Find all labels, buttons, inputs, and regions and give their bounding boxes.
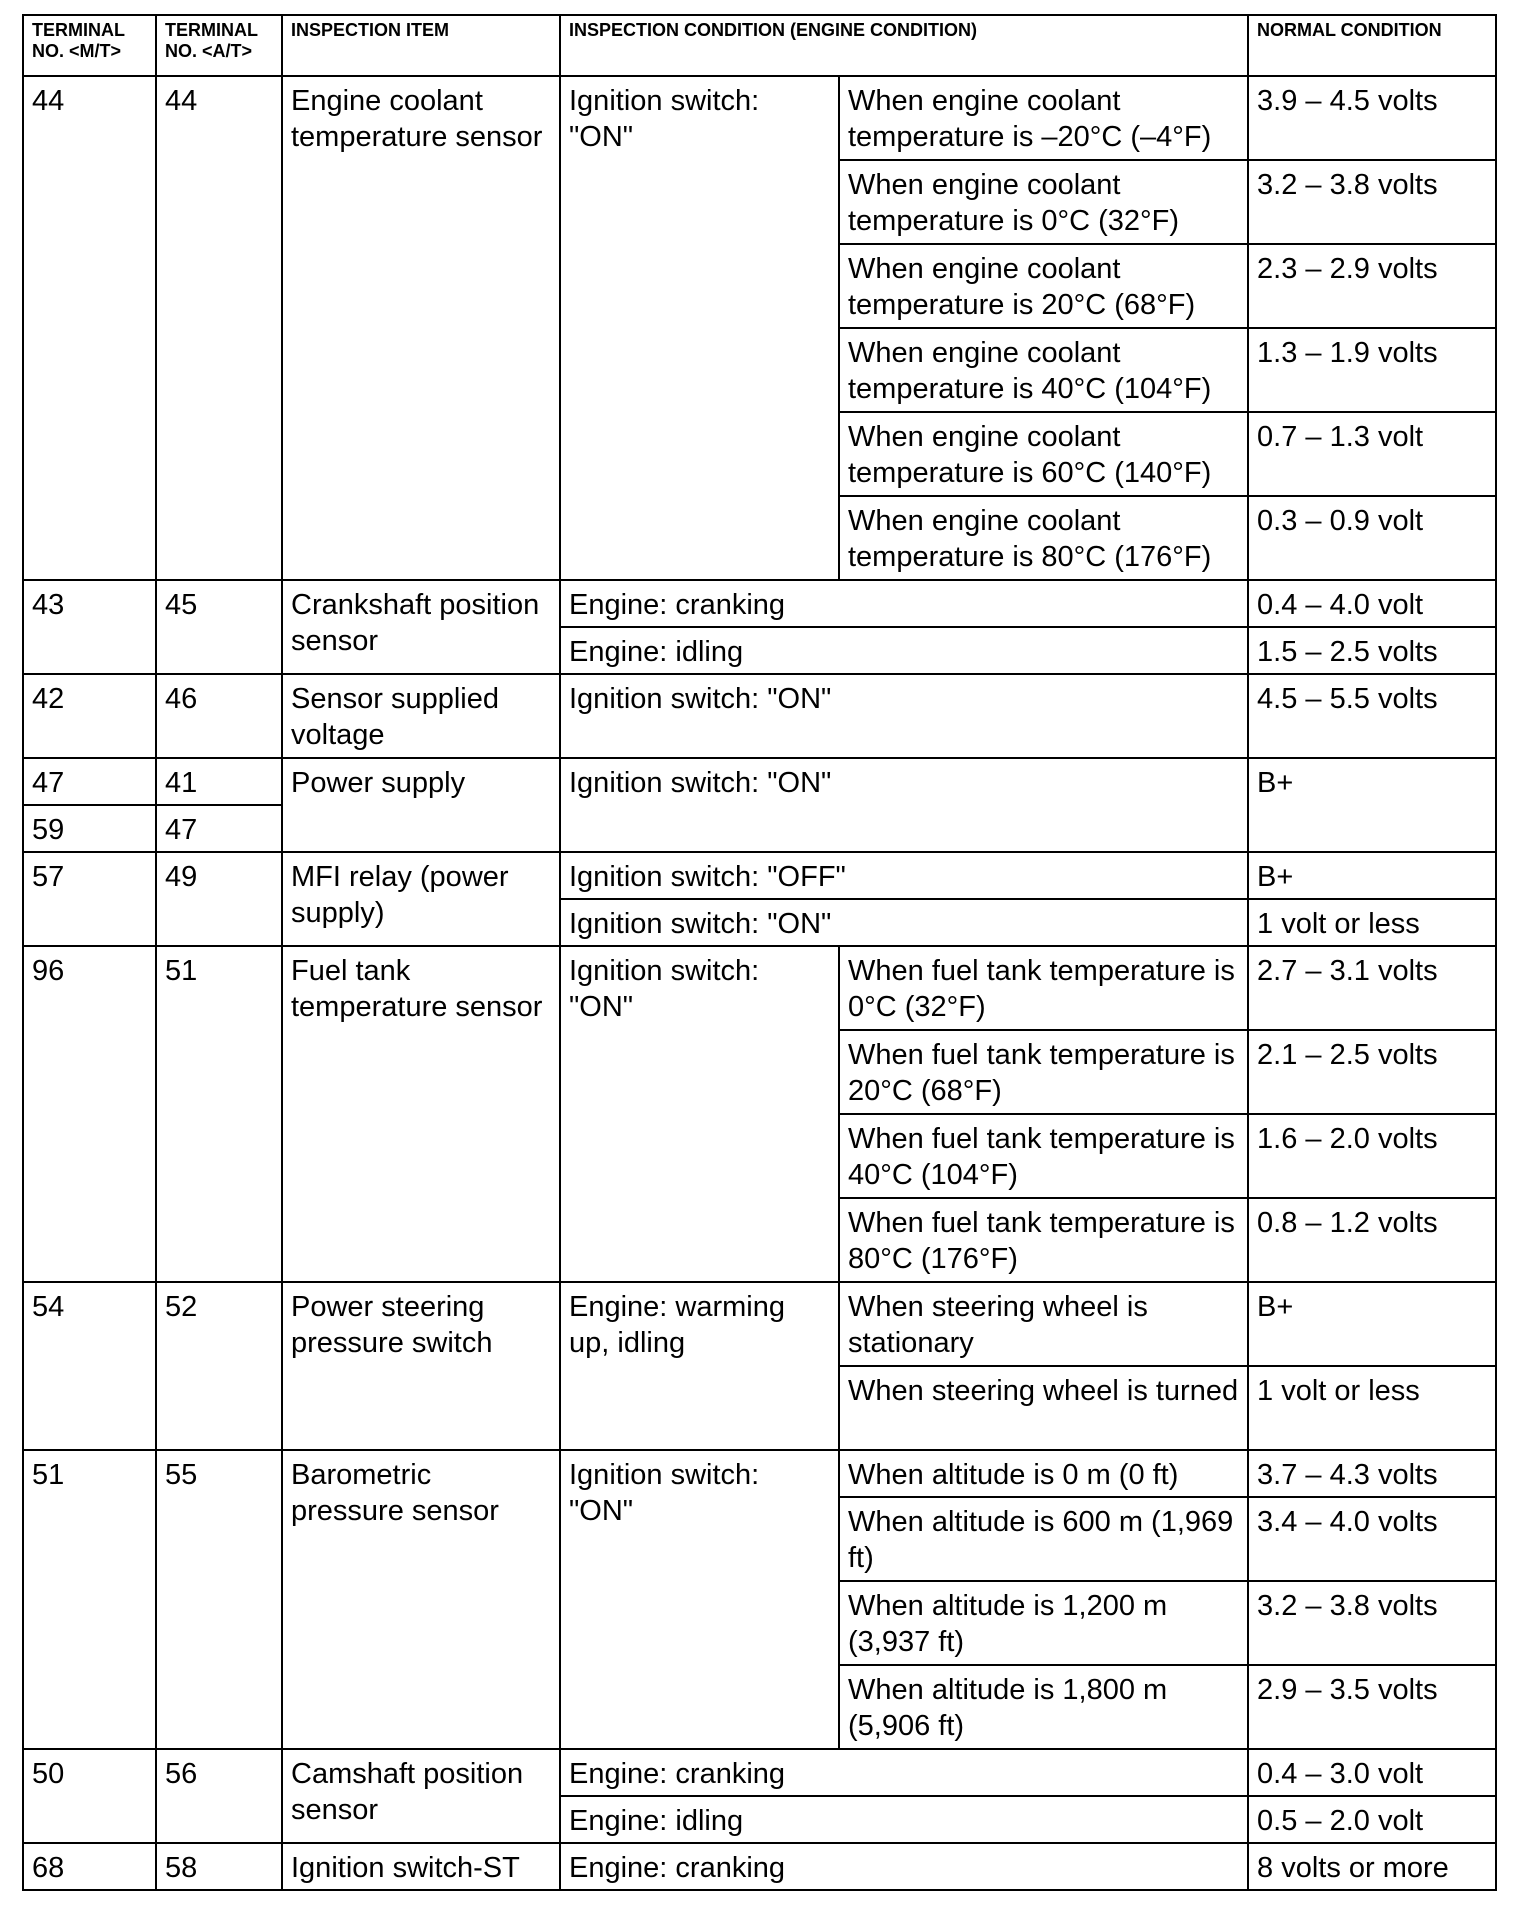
normal-condition: 3.4 – 4.0 volts — [1248, 1497, 1496, 1581]
normal-condition: 0.4 – 4.0 volt — [1248, 580, 1496, 627]
normal-condition: 3.9 – 4.5 volts — [1248, 76, 1496, 160]
condition-detail: When steering wheel is stationary — [839, 1282, 1248, 1366]
header-row — [23, 15, 1496, 76]
terminal-mt: 43 — [23, 580, 156, 674]
inspection-condition: Ignition switch: "ON" — [560, 899, 1248, 946]
normal-condition: 2.9 – 3.5 volts — [1248, 1665, 1496, 1749]
terminal-at: 55 — [156, 1450, 282, 1749]
terminal-mt: 68 — [23, 1843, 156, 1890]
inspection-condition: Ignition switch: "ON" — [560, 758, 1248, 852]
condition-detail: When engine coolant temperature is 0°C (32°F) — [839, 160, 1248, 244]
normal-condition: 2.7 – 3.1 volts — [1248, 946, 1496, 1030]
normal-condition: 0.7 – 1.3 volt — [1248, 412, 1496, 496]
inspection-item: Fuel tank temperature sensor — [282, 946, 560, 1282]
header-inspection-item: INSPECTION ITEM — [282, 15, 560, 76]
terminal-mt: 57 — [23, 852, 156, 946]
table-row — [23, 758, 1496, 805]
header-terminal-mt: TERMINAL NO. <M/T> — [23, 15, 156, 76]
inspection-item: Sensor supplied voltage — [282, 674, 560, 758]
terminal-at: 49 — [156, 852, 282, 946]
terminal-mt: 59 — [23, 805, 156, 852]
normal-condition: 1 volt or less — [1248, 1366, 1496, 1450]
inspection-item: Camshaft position sensor — [282, 1749, 560, 1843]
normal-condition: 2.3 – 2.9 volts — [1248, 244, 1496, 328]
normal-condition: B+ — [1248, 758, 1496, 852]
header-inspection-condition: INSPECTION CONDITION (ENGINE CONDITION) — [560, 15, 1248, 76]
inspection-condition: Ignition switch: "ON" — [560, 1450, 839, 1749]
normal-condition: 1.3 – 1.9 volts — [1248, 328, 1496, 412]
normal-condition: 0.5 – 2.0 volt — [1248, 1796, 1496, 1843]
terminal-mt: 96 — [23, 946, 156, 1282]
terminal-mt: 54 — [23, 1282, 156, 1450]
condition-detail: When engine coolant temperature is 60°C (140°F) — [839, 412, 1248, 496]
normal-condition: 1 volt or less — [1248, 899, 1496, 946]
condition-detail: When engine coolant temperature is 20°C (68°F) — [839, 244, 1248, 328]
condition-detail: When fuel tank temperature is 80°C (176°F) — [839, 1198, 1248, 1282]
condition-detail: When altitude is 600 m (1,969 ft) — [839, 1497, 1248, 1581]
condition-detail: When engine coolant temperature is 80°C (176°F) — [839, 496, 1248, 580]
normal-condition: 3.7 – 4.3 volts — [1248, 1450, 1496, 1497]
condition-detail: When fuel tank temperature is 0°C (32°F) — [839, 946, 1248, 1030]
inspection-item: Power steering pressure switch — [282, 1282, 560, 1450]
terminal-mt: 51 — [23, 1450, 156, 1749]
terminal-at: 47 — [156, 805, 282, 852]
normal-condition: 0.8 – 1.2 volts — [1248, 1198, 1496, 1282]
normal-condition: 8 volts or more — [1248, 1843, 1496, 1890]
terminal-mt: 47 — [23, 758, 156, 805]
terminal-mt: 50 — [23, 1749, 156, 1843]
terminal-at: 51 — [156, 946, 282, 1282]
normal-condition: 1.6 – 2.0 volts — [1248, 1114, 1496, 1198]
terminal-at: 58 — [156, 1843, 282, 1890]
inspection-item: Crankshaft position sensor — [282, 580, 560, 674]
normal-condition: 0.4 – 3.0 volt — [1248, 1749, 1496, 1796]
table-row — [23, 580, 1496, 627]
normal-condition: 3.2 – 3.8 volts — [1248, 160, 1496, 244]
table-row — [23, 1282, 1496, 1366]
inspection-item: Engine coolant temperature sensor — [282, 76, 560, 580]
inspection-item: Ignition switch-ST — [282, 1843, 560, 1890]
condition-detail: When fuel tank temperature is 20°C (68°F) — [839, 1030, 1248, 1114]
normal-condition: 0.3 – 0.9 volt — [1248, 496, 1496, 580]
table-row — [23, 76, 1496, 160]
table-row — [23, 1450, 1496, 1497]
header-terminal-at: TERMINAL NO. <A/T> — [156, 15, 282, 76]
terminal-at: 44 — [156, 76, 282, 580]
condition-detail: When steering wheel is turned — [839, 1366, 1248, 1450]
condition-detail: When engine coolant temperature is 40°C (104°F) — [839, 328, 1248, 412]
terminal-at: 41 — [156, 758, 282, 805]
terminal-at: 46 — [156, 674, 282, 758]
table-row — [23, 852, 1496, 899]
inspection-condition: Ignition switch: "ON" — [560, 76, 839, 580]
table-row — [23, 674, 1496, 758]
inspection-condition: Engine: cranking — [560, 1749, 1248, 1796]
table-row — [23, 946, 1496, 1030]
inspection-condition: Ignition switch: "ON" — [560, 674, 1248, 758]
inspection-table — [22, 14, 1497, 1891]
normal-condition: B+ — [1248, 852, 1496, 899]
terminal-at: 45 — [156, 580, 282, 674]
normal-condition: 1.5 – 2.5 volts — [1248, 627, 1496, 674]
inspection-condition: Ignition switch: "ON" — [560, 946, 839, 1282]
condition-detail: When altitude is 1,200 m (3,937 ft) — [839, 1581, 1248, 1665]
terminal-at: 56 — [156, 1749, 282, 1843]
condition-detail: When altitude is 1,800 m (5,906 ft) — [839, 1665, 1248, 1749]
inspection-item: Barometric pressure sensor — [282, 1450, 560, 1749]
inspection-condition: Engine: idling — [560, 627, 1248, 674]
terminal-mt: 44 — [23, 76, 156, 580]
terminal-at: 52 — [156, 1282, 282, 1450]
inspection-condition: Engine: warming up, idling — [560, 1282, 839, 1450]
inspection-condition: Engine: cranking — [560, 1843, 1248, 1890]
condition-detail: When engine coolant temperature is –20°C (–4°F) — [839, 76, 1248, 160]
terminal-mt: 42 — [23, 674, 156, 758]
table-row — [23, 1843, 1496, 1890]
normal-condition: 4.5 – 5.5 volts — [1248, 674, 1496, 758]
header-normal-condition: NORMAL CONDITION — [1248, 15, 1496, 76]
inspection-item: Power supply — [282, 758, 560, 852]
inspection-condition: Engine: idling — [560, 1796, 1248, 1843]
normal-condition: B+ — [1248, 1282, 1496, 1366]
normal-condition: 2.1 – 2.5 volts — [1248, 1030, 1496, 1114]
table-row — [23, 1749, 1496, 1796]
condition-detail: When fuel tank temperature is 40°C (104°F) — [839, 1114, 1248, 1198]
normal-condition: 3.2 – 3.8 volts — [1248, 1581, 1496, 1665]
condition-detail: When altitude is 0 m (0 ft) — [839, 1450, 1248, 1497]
inspection-item: MFI relay (power supply) — [282, 852, 560, 946]
inspection-condition: Engine: cranking — [560, 580, 1248, 627]
inspection-condition: Ignition switch: "OFF" — [560, 852, 1248, 899]
